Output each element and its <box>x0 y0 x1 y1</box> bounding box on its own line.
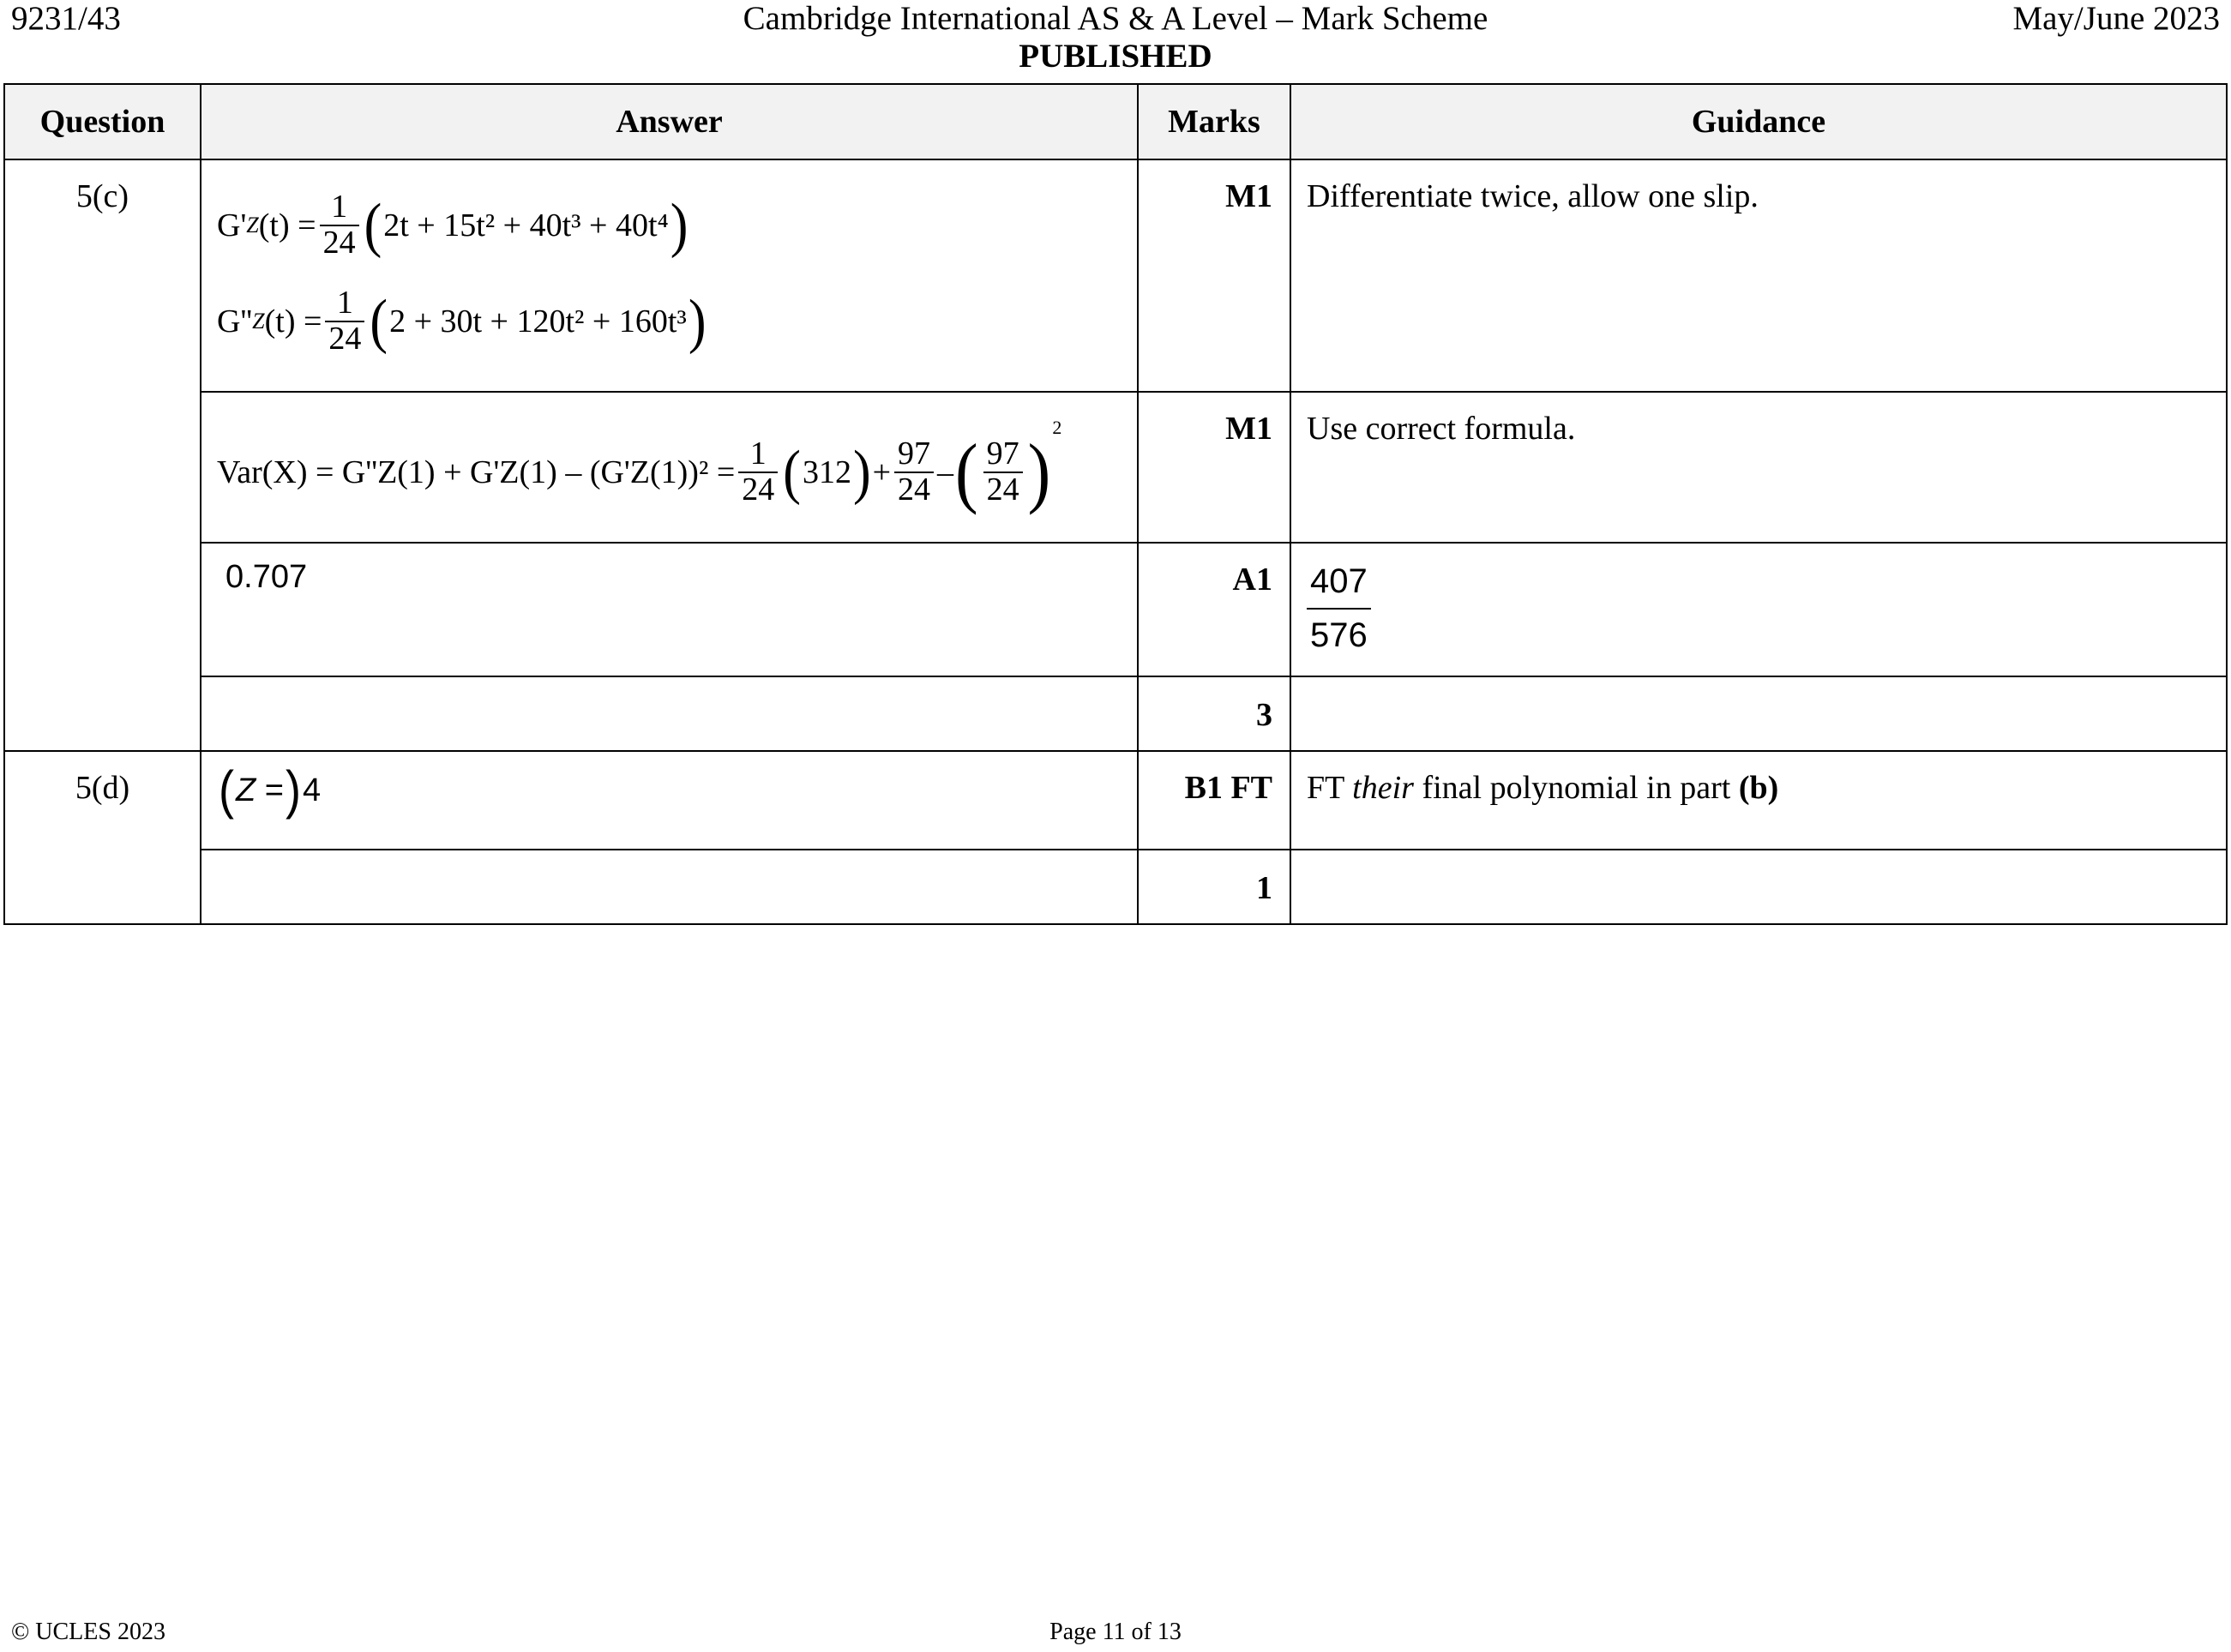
answer-cell <box>201 850 1138 924</box>
guidance-cell: Differentiate twice, allow one slip. <box>1290 159 2227 392</box>
guidance-cell <box>1290 676 2227 751</box>
second-derivative-expression: G'' Z (t) = $\frac{1}{24}$ ( 2 + 30t + 120t² + 160t³ ) <box>217 285 707 357</box>
exact-fraction: $\frac{407}{576}$ <box>1307 562 1371 655</box>
page-number: Page 11 of 13 <box>1049 1619 1182 1645</box>
variance-expression: Var(X) = G''Z(1) + G'Z(1) – (G'Z(1))² = $\frac{1}{24}$ ( 312 ) + $\frac{97}{24}$ – ( $\frac{97}{24}$ ) $^2$ <box>217 417 1062 516</box>
published-label: PUBLISHED <box>1019 38 1212 75</box>
table-row <box>4 850 2227 924</box>
g-prime-arg: (t) = <box>258 207 316 243</box>
table-row <box>4 543 2227 676</box>
marks-cell: B1 FT <box>1138 751 1290 850</box>
z-variable: Z <box>235 772 256 808</box>
polynomial-body: 2t + 15t² + 40t³ + 40t⁴ <box>383 207 669 243</box>
g-double-prime-arg: (t) = <box>264 303 322 339</box>
guidance-cell: FT their final polynomial in part (b) <box>1290 751 2227 850</box>
variance-lhs: Var(X) = G''Z(1) + G'Z(1) – (G'Z(1))² = <box>217 454 736 490</box>
header-question: Question <box>4 84 201 159</box>
answer-cell: 0.707 <box>201 543 1138 676</box>
fraction: $\frac{1}{24}$ <box>325 286 364 357</box>
exam-session: May/June 2023 <box>2012 0 2220 37</box>
guidance-bold: (b) <box>1738 770 1779 806</box>
copyright-notice: © UCLES 2023 <box>11 1619 165 1645</box>
document-code: 9231/43 <box>11 0 121 37</box>
question-number: 5(d) <box>4 751 201 924</box>
answer-cell <box>201 159 1138 392</box>
answer-cell <box>201 392 1138 543</box>
fraction: $\frac{97}{24}$ <box>894 437 934 508</box>
first-derivative-expression: G' Z (t) = $\frac{1}{24}$ ( 2t + 15t² + 40t³ + 40t⁴ ) <box>217 188 689 261</box>
header-guidance: Guidance <box>1290 84 2227 159</box>
fraction: $\frac{97}{24}$ <box>983 437 1023 508</box>
marks-cell: M1 <box>1138 392 1290 543</box>
g-double-prime-subscript: Z <box>252 309 265 333</box>
question-number: 5(c) <box>4 159 201 751</box>
table-row <box>4 159 2227 392</box>
header-answer: Answer <box>201 84 1138 159</box>
g-prime-label: G' <box>217 207 247 243</box>
z-value: 4 <box>302 772 322 808</box>
marks-cell: M1 <box>1138 159 1290 392</box>
table-row <box>4 676 2227 751</box>
document-title: Cambridge International AS & A Level – Mark Scheme <box>743 0 1488 37</box>
table-header-row <box>4 84 2227 159</box>
fraction: $\frac{1}{24}$ <box>738 437 778 508</box>
guidance-cell: Use correct formula. <box>1290 392 2227 543</box>
marks-cell: A1 <box>1138 543 1290 676</box>
g-double-prime-label: G'' <box>217 303 253 339</box>
polynomial-body: 2 + 30t + 120t² + 160t³ <box>389 303 687 339</box>
answer-cell <box>201 676 1138 751</box>
header-marks: Marks <box>1138 84 1290 159</box>
mark-scheme-table <box>3 83 2228 925</box>
table-row <box>4 751 2227 850</box>
total-marks-cell: 3 <box>1138 676 1290 751</box>
power: 2 <box>1052 417 1062 438</box>
paren-value: 312 <box>802 454 851 490</box>
guidance-cell <box>1290 543 2227 676</box>
table-row <box>4 392 2227 543</box>
guidance-italic: their <box>1352 770 1414 806</box>
g-prime-subscript: Z <box>246 212 259 237</box>
fraction: $\frac{1}{24}$ <box>320 190 359 261</box>
total-marks-cell: 1 <box>1138 850 1290 924</box>
answer-cell <box>201 751 1138 850</box>
z-answer: ( Z = ) 4 <box>219 760 322 820</box>
guidance-cell <box>1290 850 2227 924</box>
